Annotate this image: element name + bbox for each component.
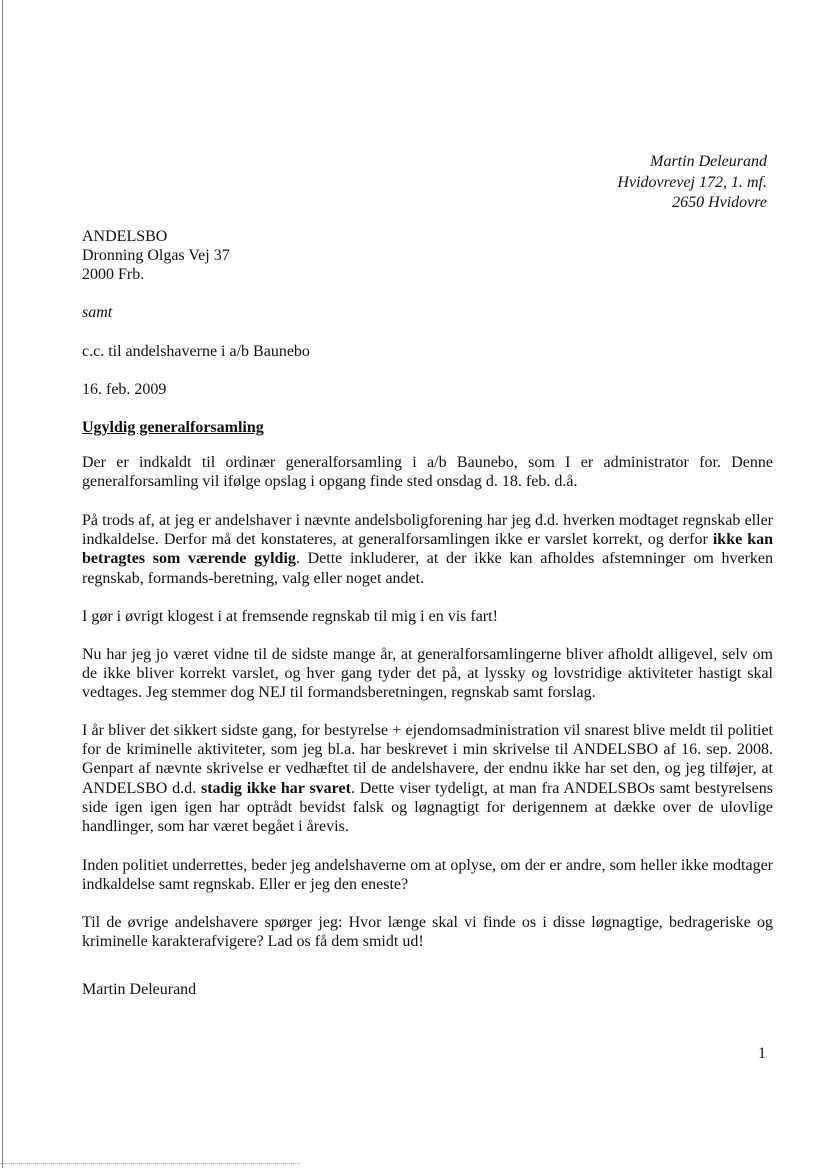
sender-name: Martin Deleurand: [650, 153, 767, 170]
sender-address: [617, 152, 767, 214]
letter-date: 16. feb. 2009: [82, 381, 167, 398]
text: På trods af, at jeg er andelshaver i nævnte andelsboligforening har jeg d.d. hverken modtaget regnskab eller indkaldelse. Derfor må det konstateres, at generalforsamlingen ikke er varslet korrekt, og derfor: [82, 512, 773, 549]
page-number: 1: [758, 1045, 766, 1062]
scan-edge: [2, 0, 3, 1168]
subject-heading: Ugyldig generalforsamling: [82, 419, 264, 436]
text: Der er indkaldt til ordinær generalforsamling i a/b Baunebo, som I er administrator for. Denne generalforsamling vil ifølge opslag i opgang finde sted onsdag d. 18. feb. d.å.: [82, 454, 773, 491]
recipient-name: ANDELSBO: [82, 228, 168, 245]
recipient-city: 2000 Frb.: [82, 266, 145, 284]
paragraph-6: [82, 856, 773, 894]
recipient-street: Dronning Olgas Vej 37: [82, 247, 230, 265]
sender-city: 2650 Hvidovre: [672, 194, 767, 211]
paragraph-3: [82, 607, 773, 626]
paragraph-2: [82, 511, 773, 588]
text: Inden politiet underrettes, beder jeg andelshaverne om at oplyse, om der er andre, som heller ikke modtager indkaldelse samt regnskab. Eller er jeg den eneste?: [82, 857, 773, 894]
paragraph-1: [82, 453, 773, 491]
bold-text: ikke kan betragtes som værende gyldig: [82, 531, 774, 568]
text: Til de øvrige andelshavere spørger jeg: Hvor længe skal vi finde os i disse løgnagtige, bedrageriske og kriminelle karakterafvigere? Lad os få dem smidt ud!: [82, 914, 773, 951]
text: I år bliver det sikkert sidste gang, for bestyrelse + ejendomsadministration vil snarest blive meldt til politiet for de kriminelle aktiviteter, som jeg bl.a. har beskrevet i min skrivelse til ANDELSBO af 16. sep. 2008. Genpart af nævnte skrivelse er vedhæftet til de andelshavere, der endnu ikke har set den, og jeg tilføjer, at ANDELSBO d.d.: [82, 722, 773, 797]
scan-edge-bottom: [0, 1163, 300, 1165]
recipient-address: [82, 227, 773, 285]
paragraph-5: [82, 721, 773, 836]
text: . Dette viser tydeligt, at man fra ANDELSBOs samt bestyrelsens side igen igen igen har optrådt bevidst falsk og løgnagtigt for derigennem at dække over de ulovlige handlinger, som har været begået i årevis.: [82, 779, 773, 836]
samt-text: samt: [82, 304, 113, 321]
paragraph-4: [82, 645, 773, 703]
cc-line: c.c. til andelshaverne i a/b Baunebo: [82, 343, 310, 360]
signature: Martin Deleurand: [82, 981, 197, 998]
text: I gør i øvrigt klogest i at fremsende regnskab til mig i en vis fart!: [82, 608, 498, 625]
paragraph-7: [82, 913, 773, 951]
text: . Dette inkluderer, at der ikke kan afholdes afstemninger om hverken regnskab, formands-beretning, valg eller noget andet.: [82, 550, 773, 587]
text: Nu har jeg jo været vidne til de sidste mange år, at generalforsamlingerne bliver afholdt alligevel, selv om de ikke bliver korrekt varslet, og hver gang tyder det på, at lyssky og lovstridige aktiviteter hastigt skal vedtages. Jeg stemmer dog NEJ til formandsberetningen, regnskab samt forslag.: [82, 646, 773, 702]
bold-text: stadig ikke har svaret: [201, 779, 351, 797]
sender-street: Hvidovrevej 172, 1. mf.: [617, 173, 767, 191]
